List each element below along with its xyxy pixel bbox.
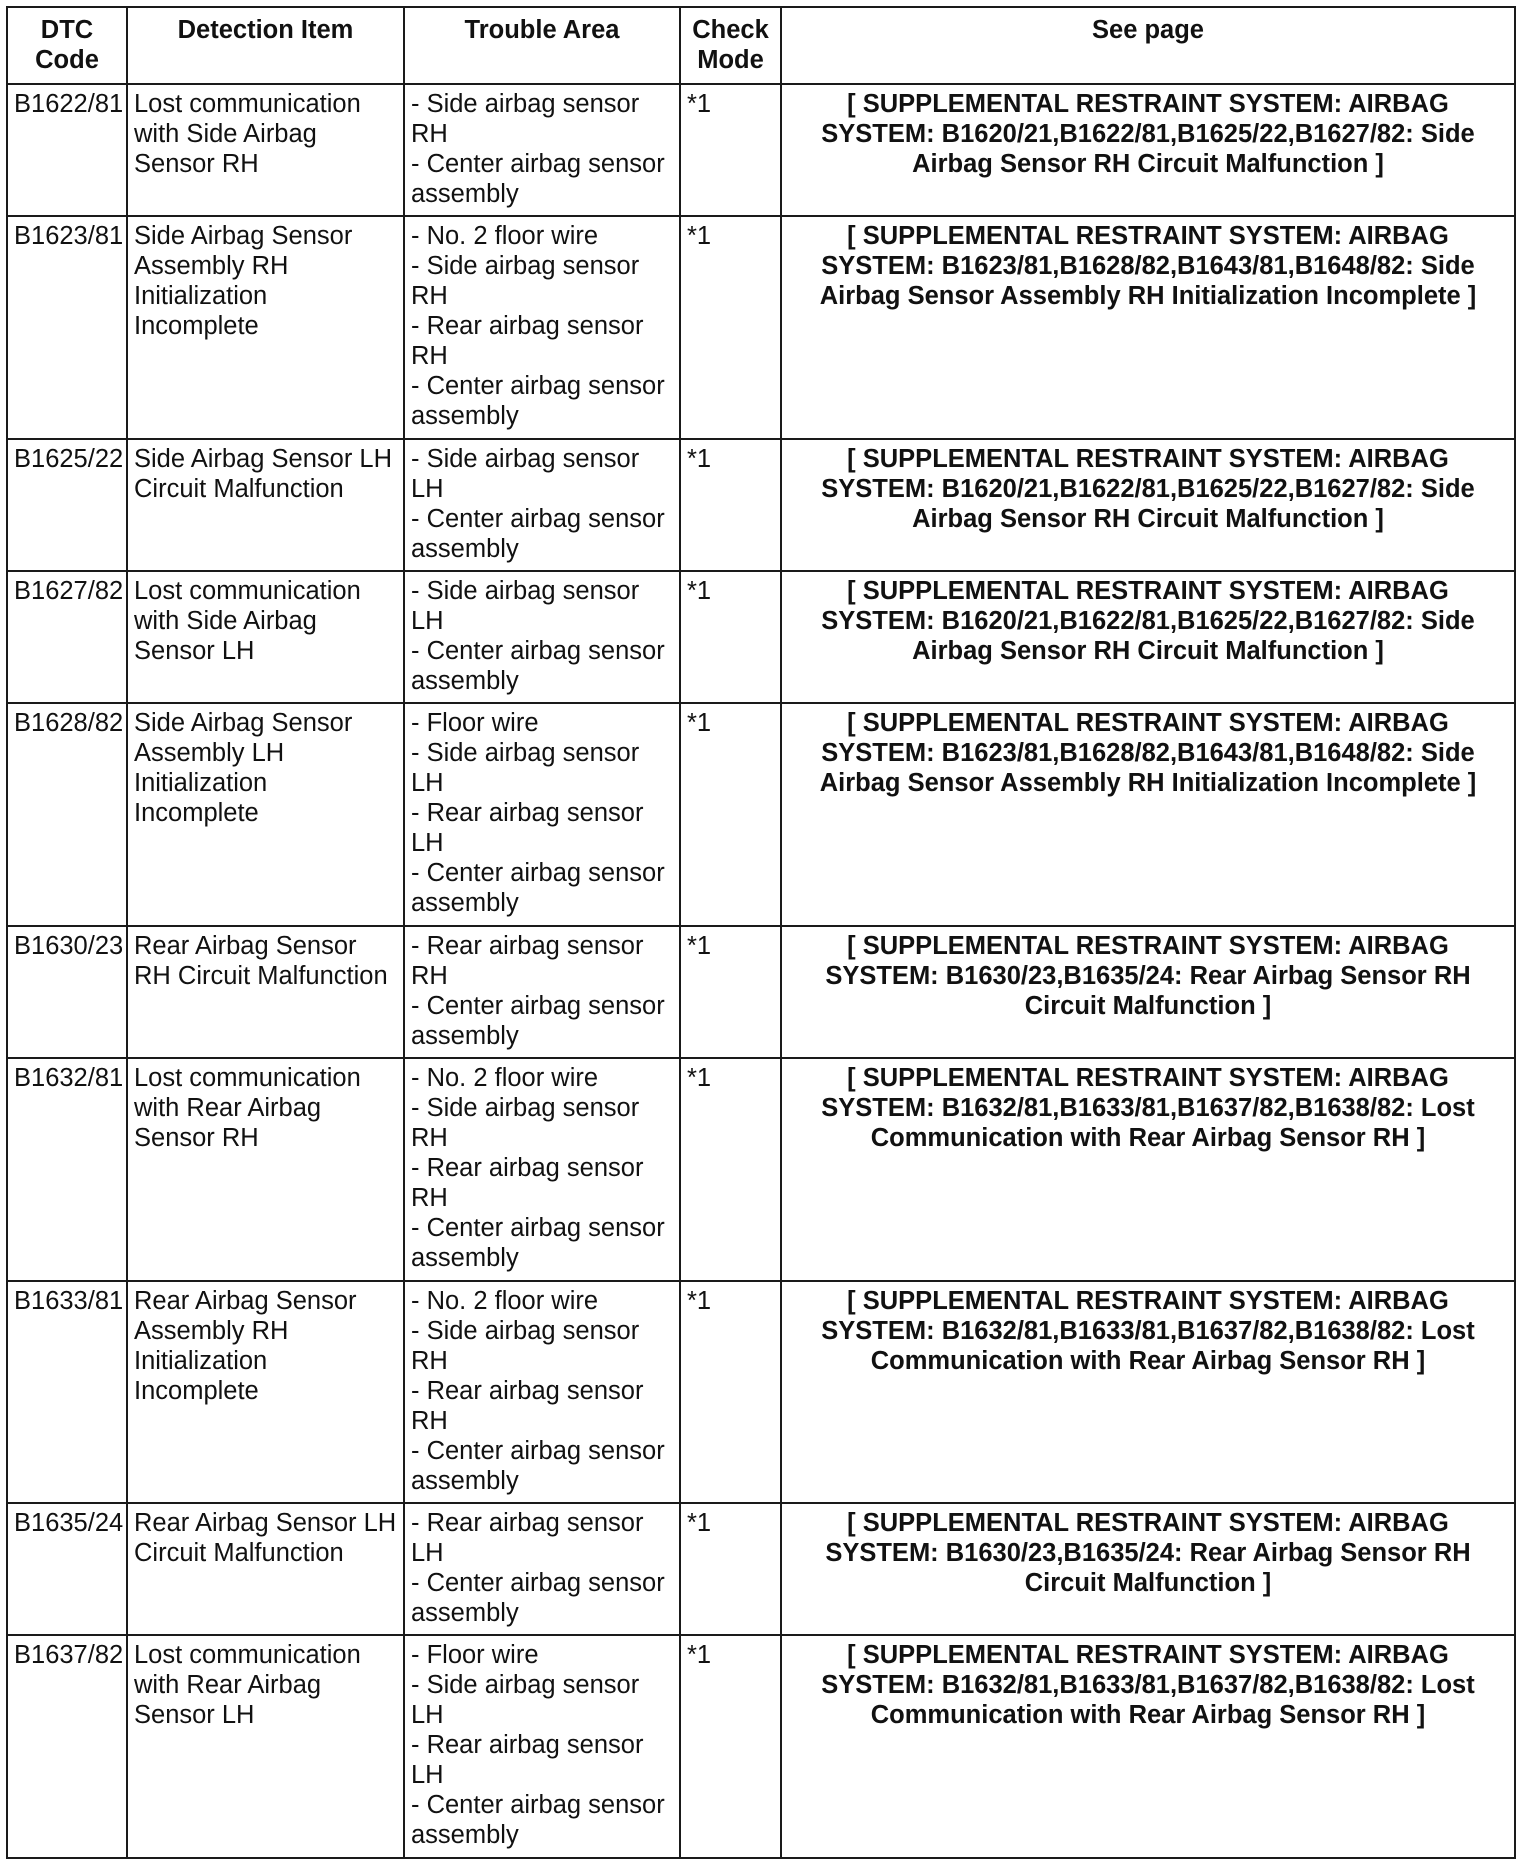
dtc-code-cell: B1635/24 — [7, 1503, 127, 1635]
trouble-area-line: - No. 2 floor wire — [411, 1064, 599, 1093]
trouble-area-line: - Center airbag sensor assembly — [411, 372, 665, 431]
trouble-area-line: - Center airbag sensor assembly — [411, 637, 665, 696]
table-row — [7, 703, 1515, 926]
trouble-area-cell — [404, 216, 680, 439]
trouble-area-line: - Rear airbag sensor RH — [411, 1376, 644, 1435]
trouble-area-line: - Side airbag sensor LH — [411, 739, 640, 798]
see-page-link: [ SUPPLEMENTAL RESTRAINT SYSTEM: AIRBAG SYSTEM: B1620/21,B1622/81,B1625/22,B1627/82: Side Airbag Sensor RH Circuit Malfunction ] — [781, 571, 1515, 703]
detection-item-cell: Side Airbag Sensor Assembly RH Initialization Incomplete — [127, 216, 404, 439]
table-row — [7, 1503, 1515, 1635]
trouble-area-line: - No. 2 floor wire — [411, 1286, 599, 1315]
see-page-link: [ SUPPLEMENTAL RESTRAINT SYSTEM: AIRBAG SYSTEM: B1620/21,B1622/81,B1625/22,B1627/82: Side Airbag Sensor RH Circuit Malfunction ] — [781, 439, 1515, 571]
trouble-area-cell — [404, 1503, 680, 1635]
see-page-link: [ SUPPLEMENTAL RESTRAINT SYSTEM: AIRBAG SYSTEM: B1623/81,B1628/82,B1643/81,B1648/82: Side Airbag Sensor Assembly RH Initialization Incomplete ] — [781, 703, 1515, 926]
detection-item-cell: Lost communication with Side Airbag Sensor LH — [127, 571, 404, 703]
dtc-code-cell: B1622/81 — [7, 84, 127, 216]
trouble-area-line: - Rear airbag sensor RH — [411, 931, 644, 990]
trouble-area-cell — [404, 571, 680, 703]
see-page-link: [ SUPPLEMENTAL RESTRAINT SYSTEM: AIRBAG SYSTEM: B1630/23,B1635/24: Rear Airbag Sensor RH Circuit Malfunction ] — [781, 926, 1515, 1058]
dtc-code-cell: B1632/81 — [7, 1058, 127, 1281]
trouble-area-line: - Center airbag sensor assembly — [411, 1569, 665, 1628]
trouble-area-cell — [404, 1635, 680, 1858]
header-detection-item: Detection Item — [127, 7, 404, 84]
check-mode-cell: *1 — [680, 926, 781, 1058]
trouble-area-line: - Side airbag sensor RH — [411, 252, 640, 311]
trouble-area-cell — [404, 1058, 680, 1281]
trouble-area-line: - Side airbag sensor LH — [411, 577, 640, 636]
table-row — [7, 1058, 1515, 1281]
table-row — [7, 571, 1515, 703]
trouble-area-cell — [404, 439, 680, 571]
trouble-area-line: - Rear airbag sensor LH — [411, 799, 644, 858]
header-dtc-code: DTC Code — [7, 7, 127, 84]
see-page-link: [ SUPPLEMENTAL RESTRAINT SYSTEM: AIRBAG SYSTEM: B1632/81,B1633/81,B1637/82,B1638/82: Lost Communication with Rear Airbag Sensor RH ] — [781, 1058, 1515, 1281]
detection-item-cell: Lost communication with Rear Airbag Sensor LH — [127, 1635, 404, 1858]
see-page-link: [ SUPPLEMENTAL RESTRAINT SYSTEM: AIRBAG SYSTEM: B1632/81,B1633/81,B1637/82,B1638/82: Lost Communication with Rear Airbag Sensor RH ] — [781, 1635, 1515, 1858]
check-mode-cell: *1 — [680, 703, 781, 926]
table-row — [7, 439, 1515, 571]
trouble-area-line: - Rear airbag sensor RH — [411, 1154, 644, 1213]
trouble-area-line: - Center airbag sensor assembly — [411, 1791, 665, 1850]
detection-item-cell: Rear Airbag Sensor RH Circuit Malfunction — [127, 926, 404, 1058]
detection-item-cell: Side Airbag Sensor Assembly LH Initialization Incomplete — [127, 703, 404, 926]
dtc-code-cell: B1628/82 — [7, 703, 127, 926]
header-check-mode: Check Mode — [680, 7, 781, 84]
trouble-area-line: - No. 2 floor wire — [411, 222, 599, 251]
trouble-area-line: - Floor wire — [411, 1641, 539, 1670]
table-row — [7, 216, 1515, 439]
dtc-code-cell: B1623/81 — [7, 216, 127, 439]
trouble-area-line: - Floor wire — [411, 709, 539, 738]
check-mode-cell: *1 — [680, 439, 781, 571]
dtc-code-cell: B1633/81 — [7, 1281, 127, 1504]
check-mode-cell: *1 — [680, 1503, 781, 1635]
header-see-page: See page — [781, 7, 1515, 84]
check-mode-cell: *1 — [680, 1281, 781, 1504]
check-mode-cell: *1 — [680, 571, 781, 703]
trouble-area-line: - Side airbag sensor LH — [411, 444, 640, 503]
see-page-link: [ SUPPLEMENTAL RESTRAINT SYSTEM: AIRBAG SYSTEM: B1632/81,B1633/81,B1637/82,B1638/82: Lost Communication with Rear Airbag Sensor RH ] — [781, 1281, 1515, 1504]
trouble-area-line: - Rear airbag sensor LH — [411, 1731, 644, 1790]
detection-item-cell: Rear Airbag Sensor Assembly RH Initialization Incomplete — [127, 1281, 404, 1504]
trouble-area-line: - Center airbag sensor assembly — [411, 150, 665, 208]
trouble-area-cell — [404, 1281, 680, 1504]
dtc-code-cell: B1625/22 — [7, 439, 127, 571]
dtc-code-cell: B1637/82 — [7, 1635, 127, 1858]
trouble-area-line: - Side airbag sensor RH — [411, 1094, 640, 1153]
trouble-area-line: - Rear airbag sensor LH — [411, 1509, 644, 1568]
header-row — [7, 7, 1515, 84]
table-row — [7, 1281, 1515, 1504]
header-trouble-area: Trouble Area — [404, 7, 680, 84]
see-page-link: [ SUPPLEMENTAL RESTRAINT SYSTEM: AIRBAG SYSTEM: B1630/23,B1635/24: Rear Airbag Sensor RH Circuit Malfunction ] — [781, 1503, 1515, 1635]
trouble-area-cell — [404, 84, 680, 216]
detection-item-cell: Rear Airbag Sensor LH Circuit Malfunction — [127, 1503, 404, 1635]
see-page-link: [ SUPPLEMENTAL RESTRAINT SYSTEM: AIRBAG SYSTEM: B1620/21,B1622/81,B1625/22,B1627/82: Side Airbag Sensor RH Circuit Malfunction ] — [781, 84, 1515, 216]
check-mode-cell: *1 — [680, 1635, 781, 1858]
detection-item-cell: Lost communication with Side Airbag Sensor RH — [127, 84, 404, 216]
table-row — [7, 926, 1515, 1058]
trouble-area-line: - Center airbag sensor assembly — [411, 504, 665, 563]
trouble-area-cell — [404, 703, 680, 926]
dtc-code-cell: B1630/23 — [7, 926, 127, 1058]
table-body — [7, 84, 1515, 1858]
check-mode-cell: *1 — [680, 216, 781, 439]
trouble-area-line: - Side airbag sensor RH — [411, 90, 640, 148]
dtc-code-cell: B1627/82 — [7, 571, 127, 703]
trouble-area-line: - Side airbag sensor LH — [411, 1671, 640, 1730]
detection-item-cell: Lost communication with Rear Airbag Sensor RH — [127, 1058, 404, 1281]
trouble-area-line: - Rear airbag sensor RH — [411, 312, 644, 371]
detection-item-cell: Side Airbag Sensor LH Circuit Malfunction — [127, 439, 404, 571]
check-mode-cell: *1 — [680, 84, 781, 216]
table-row — [7, 84, 1515, 216]
trouble-area-line: - Center airbag sensor assembly — [411, 1214, 665, 1273]
see-page-link: [ SUPPLEMENTAL RESTRAINT SYSTEM: AIRBAG SYSTEM: B1623/81,B1628/82,B1643/81,B1648/82: Side Airbag Sensor Assembly RH Initialization Incomplete ] — [781, 216, 1515, 439]
trouble-area-line: - Side airbag sensor RH — [411, 1316, 640, 1375]
check-mode-cell: *1 — [680, 1058, 781, 1281]
trouble-area-cell — [404, 926, 680, 1058]
trouble-area-line: - Center airbag sensor assembly — [411, 991, 665, 1050]
table-row — [7, 1635, 1515, 1858]
trouble-area-line: - Center airbag sensor assembly — [411, 1436, 665, 1495]
dtc-table — [6, 6, 1516, 1859]
trouble-area-line: - Center airbag sensor assembly — [411, 859, 665, 918]
